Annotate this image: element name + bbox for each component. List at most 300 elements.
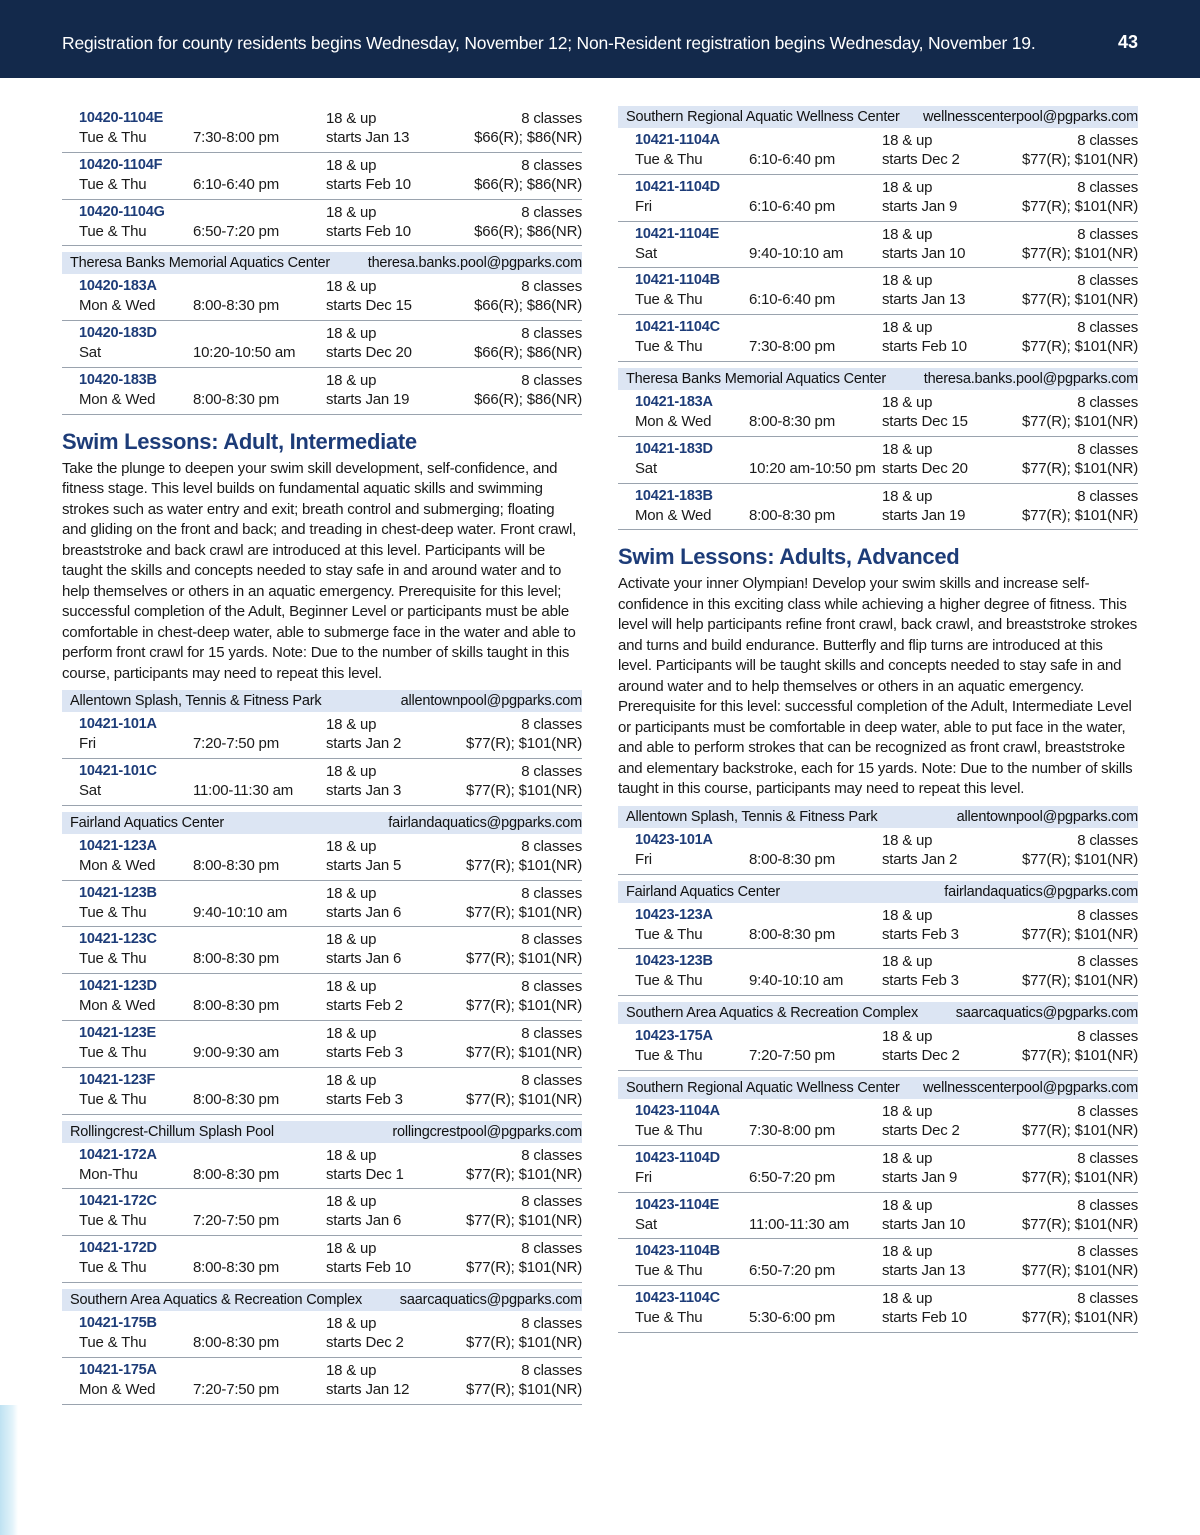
class-fee: $77(R); $101(NR) (1021, 925, 1138, 943)
class-start: starts Dec 1 (326, 1165, 404, 1183)
class-time: 9:00-9:30 am (193, 1044, 279, 1062)
class-days: Mon & Wed (635, 506, 712, 524)
class-count: 8 classes (1077, 487, 1138, 505)
class-age: 18 & up (882, 831, 933, 849)
table-row (618, 828, 1138, 875)
registration-notice: Registration for county residents begins Wednesday, November 12; Non-Resident registration begins Wednesday, November 19. (62, 33, 1036, 53)
class-code: 10423-1104A (635, 1103, 720, 1120)
class-count: 8 classes (521, 716, 582, 734)
class-table (618, 828, 1138, 875)
class-start: starts Jan 19 (882, 506, 966, 524)
class-age: 18 & up (882, 440, 933, 458)
class-start: starts Dec 2 (326, 1334, 404, 1352)
class-time: 7:30-8:00 pm (749, 1122, 835, 1140)
class-age: 18 & up (326, 1240, 377, 1258)
class-time: 8:00-8:30 pm (193, 997, 279, 1015)
table-row (618, 1193, 1138, 1240)
location-name: Theresa Banks Memorial Aquatics Center (626, 370, 886, 387)
class-start: starts Dec 20 (882, 459, 968, 477)
class-count: 8 classes (521, 1193, 582, 1211)
class-table (62, 1311, 582, 1405)
class-count: 8 classes (1077, 1243, 1138, 1261)
class-code: 10423-1104E (635, 1196, 720, 1213)
class-days: Tue & Thu (635, 925, 703, 943)
class-age: 18 & up (326, 1315, 377, 1333)
class-start: starts Jan 12 (326, 1380, 410, 1398)
class-table (618, 1024, 1138, 1071)
class-days: Mon & Wed (79, 390, 156, 408)
class-count: 8 classes (1077, 1028, 1138, 1046)
class-count: 8 classes (1077, 831, 1138, 849)
class-code: 10421-183D (635, 440, 713, 457)
class-days: Tue & Thu (635, 1047, 703, 1065)
class-start: starts Jan 6 (326, 1212, 402, 1230)
class-time: 6:50-7:20 pm (193, 222, 279, 240)
class-days: Mon & Wed (79, 856, 156, 874)
location-email[interactable]: rollingcrestpool@pgparks.com (392, 1123, 582, 1140)
table-row (62, 927, 582, 974)
class-fee: $77(R); $101(NR) (465, 997, 582, 1015)
class-start: starts Jan 3 (326, 782, 402, 800)
class-time: 8:00-8:30 pm (193, 1090, 279, 1108)
table-row (62, 321, 582, 368)
class-count: 8 classes (1077, 440, 1138, 458)
class-start: starts Jan 6 (326, 950, 402, 968)
class-age: 18 & up (326, 325, 377, 343)
class-fee: $77(R); $101(NR) (1021, 1215, 1138, 1233)
class-days: Sat (635, 459, 657, 477)
section-title: Swim Lessons: Adults, Advanced (618, 544, 960, 570)
class-code: 10421-101A (79, 716, 157, 733)
class-time: 7:20-7:50 pm (193, 1380, 279, 1398)
class-start: starts Jan 2 (326, 735, 402, 753)
class-fee: $77(R); $101(NR) (465, 1044, 582, 1062)
class-time: 7:20-7:50 pm (193, 1212, 279, 1230)
section-description: Activate your inner Olympian! Develop your swim skills and increase self-confidence in this exciting class while achieving a higher degree of fitness. This level will help participants refine front crawl, back crawl, and breaststroke strokes and turns and build endurance. Butterfly and flip turns are introduced at this level. Participants will be taught skills and concepts needed to stay safe in and around water and to help themselves or others in an aquatic emergency. Prerequisite for this level: successful completion of the Adult, Intermediate Level or participants must be comfortable in deep water, able to put face in the water, and able to perform strokes that can be recognized as front crawl, breaststroke and elementary backstroke, each for 15 yards. Note: Due to the number of skills taught in this course, participants may need to repeat this level. (618, 575, 1138, 798)
class-age: 18 & up (326, 1361, 377, 1379)
class-days: Fri (635, 197, 652, 215)
location-email[interactable]: theresa.banks.pool@pgparks.com (923, 370, 1138, 387)
left-column (62, 106, 582, 1405)
table-row (618, 1286, 1138, 1333)
class-age: 18 & up (882, 319, 933, 337)
location-header (62, 252, 582, 274)
class-start: starts Feb 2 (326, 997, 403, 1015)
class-count: 8 classes (1077, 1149, 1138, 1167)
class-count: 8 classes (1077, 1103, 1138, 1121)
class-fee: $77(R); $101(NR) (1021, 1122, 1138, 1140)
class-days: Tue & Thu (635, 291, 703, 309)
class-start: starts Jan 19 (326, 390, 410, 408)
class-table (618, 903, 1138, 997)
location-header (62, 690, 582, 712)
class-fee: $77(R); $101(NR) (1021, 1309, 1138, 1327)
class-time: 7:20-7:50 pm (193, 735, 279, 753)
class-fee: $66(R); $86(NR) (474, 390, 582, 408)
table-row (618, 175, 1138, 222)
location-header (62, 1121, 582, 1143)
class-start: starts Jan 5 (326, 856, 402, 874)
location-name: Southern Regional Aquatic Wellness Center (626, 1080, 900, 1097)
class-fee: $77(R); $101(NR) (465, 1259, 582, 1277)
page-header (0, 0, 1200, 78)
location-email[interactable]: fairlandaquatics@pgparks.com (944, 883, 1138, 900)
class-fee: $66(R); $86(NR) (474, 129, 582, 146)
class-code: 10423-1104C (635, 1290, 720, 1307)
class-time: 8:00-8:30 pm (749, 850, 835, 868)
class-age: 18 & up (882, 1103, 933, 1121)
class-fee: $77(R); $101(NR) (465, 1090, 582, 1108)
class-time: 6:10-6:40 pm (749, 151, 835, 168)
table-row (62, 1311, 582, 1358)
table-row (618, 128, 1138, 175)
class-fee: $77(R); $101(NR) (1021, 151, 1138, 168)
class-age: 18 & up (882, 272, 933, 290)
class-days: Tue & Thu (79, 1044, 147, 1062)
class-code: 10423-1104D (635, 1149, 720, 1166)
class-days: Mon & Wed (79, 997, 156, 1015)
table-row (62, 759, 582, 806)
class-fee: $77(R); $101(NR) (1021, 850, 1138, 868)
class-age: 18 & up (882, 1290, 933, 1308)
class-age: 18 & up (326, 1193, 377, 1211)
class-count: 8 classes (1077, 225, 1138, 243)
class-days: Fri (79, 735, 96, 753)
class-start: starts Feb 10 (326, 175, 411, 193)
class-code: 10421-123B (79, 884, 157, 901)
class-fee: $77(R); $101(NR) (1021, 972, 1138, 990)
class-days: Tue & Thu (79, 1212, 147, 1230)
class-fee: $77(R); $101(NR) (1021, 338, 1138, 356)
class-start: starts Dec 2 (882, 1122, 960, 1140)
class-fee: $77(R); $101(NR) (465, 1212, 582, 1230)
class-code: 10420-183A (79, 278, 157, 295)
class-start: starts Dec 15 (882, 412, 968, 430)
class-days: Fri (635, 1168, 652, 1186)
class-count: 8 classes (1077, 132, 1138, 149)
class-days: Sat (79, 782, 101, 800)
class-fee: $77(R); $101(NR) (465, 782, 582, 800)
location-email[interactable]: allentownpool@pgparks.com (400, 693, 582, 710)
class-age: 18 & up (882, 487, 933, 505)
location-header (618, 881, 1138, 903)
class-days: Sat (635, 244, 657, 262)
class-time: 6:10-6:40 pm (749, 197, 835, 215)
class-days: Tue & Thu (635, 972, 703, 990)
location-email[interactable]: theresa.banks.pool@pgparks.com (367, 255, 582, 272)
section-title: Swim Lessons: Adult, Intermediate (62, 428, 417, 454)
table-row (618, 949, 1138, 996)
class-age: 18 & up (326, 156, 377, 174)
class-fee: $77(R); $101(NR) (465, 950, 582, 968)
class-time: 8:00-8:30 pm (193, 1334, 279, 1352)
class-days: Tue & Thu (635, 1262, 703, 1280)
class-fee: $77(R); $101(NR) (1021, 459, 1138, 477)
class-count: 8 classes (521, 371, 582, 389)
class-count: 8 classes (1077, 906, 1138, 924)
class-count: 8 classes (521, 884, 582, 902)
location-email[interactable]: saarcaquatics@pgparks.com (955, 1005, 1138, 1022)
table-row (62, 1143, 582, 1190)
class-fee: $77(R); $101(NR) (465, 1334, 582, 1352)
class-code: 10421-172C (79, 1193, 157, 1210)
table-row (62, 1358, 582, 1405)
class-fee: $77(R); $101(NR) (1021, 1047, 1138, 1065)
class-count: 8 classes (521, 978, 582, 996)
location-email[interactable]: fairlandaquatics@pgparks.com (388, 814, 582, 831)
class-code: 10421-1104B (635, 272, 720, 289)
water-splash-decoration (0, 1405, 18, 1535)
class-time: 8:00-8:30 pm (749, 925, 835, 943)
class-start: starts Feb 10 (326, 222, 411, 240)
class-count: 8 classes (521, 1071, 582, 1089)
class-fee: $77(R); $101(NR) (1021, 506, 1138, 524)
class-count: 8 classes (1077, 178, 1138, 196)
class-count: 8 classes (521, 1315, 582, 1333)
class-code: 10420-1104F (79, 156, 163, 173)
class-time: 7:20-7:50 pm (749, 1047, 835, 1065)
class-age: 18 & up (326, 931, 377, 949)
class-start: starts Feb 10 (882, 1309, 967, 1327)
class-time: 5:30-6:00 pm (749, 1309, 835, 1327)
class-time: 8:00-8:30 pm (193, 297, 279, 315)
class-start: starts Jan 9 (882, 1168, 958, 1186)
class-count: 8 classes (521, 1025, 582, 1043)
class-code: 10420-183B (79, 371, 157, 388)
class-start: starts Feb 3 (326, 1044, 403, 1062)
class-days: Sat (79, 344, 101, 362)
class-fee: $77(R); $101(NR) (465, 856, 582, 874)
class-fee: $66(R); $86(NR) (474, 344, 582, 362)
class-code: 10421-175B (79, 1315, 157, 1332)
location-header (618, 1077, 1138, 1099)
class-count: 8 classes (521, 325, 582, 343)
table-row (62, 974, 582, 1021)
class-table (62, 834, 582, 1115)
location-email[interactable]: wellnesscenterpool@pgparks.com (922, 109, 1138, 125)
class-code: 10421-1104D (635, 178, 720, 195)
class-code: 10421-123C (79, 931, 157, 948)
class-count: 8 classes (521, 931, 582, 949)
class-fee: $77(R); $101(NR) (465, 903, 582, 921)
location-name: Theresa Banks Memorial Aquatics Center (70, 255, 330, 272)
class-code: 10420-1104G (79, 203, 165, 220)
class-start: starts Feb 10 (882, 338, 967, 356)
location-name: Southern Regional Aquatic Wellness Center (626, 109, 900, 125)
class-fee: $77(R); $101(NR) (1021, 244, 1138, 262)
class-code: 10421-183A (635, 393, 713, 410)
class-time: 6:50-7:20 pm (749, 1168, 835, 1186)
class-code: 10421-172A (79, 1146, 157, 1163)
class-age: 18 & up (326, 978, 377, 996)
class-fee: $77(R); $101(NR) (1021, 197, 1138, 215)
table-row (62, 1189, 582, 1236)
page-number: 43 (1117, 32, 1138, 52)
class-count: 8 classes (521, 1240, 582, 1258)
class-age: 18 & up (882, 953, 933, 971)
class-start: starts Jan 13 (882, 291, 966, 309)
class-days: Mon & Wed (635, 412, 712, 430)
location-header (618, 106, 1138, 128)
class-age: 18 & up (326, 763, 377, 781)
class-time: 8:00-8:30 pm (193, 1259, 279, 1277)
class-time: 10:20-10:50 am (193, 344, 296, 362)
table-row (618, 1099, 1138, 1146)
class-days: Fri (635, 850, 652, 868)
class-age: 18 & up (326, 278, 377, 296)
class-fee: $66(R); $86(NR) (474, 222, 582, 240)
class-time: 8:00-8:30 pm (749, 412, 835, 430)
class-time: 6:10-6:40 pm (749, 291, 835, 309)
class-fee: $66(R); $86(NR) (474, 175, 582, 193)
location-name: Southern Area Aquatics & Recreation Complex (626, 1005, 919, 1022)
table-row (618, 222, 1138, 269)
class-days: Tue & Thu (79, 950, 147, 968)
location-header (618, 1002, 1138, 1024)
class-code: 10421-172D (79, 1240, 157, 1257)
table-row (618, 1024, 1138, 1071)
class-time: 8:00-8:30 pm (193, 390, 279, 408)
right-column (618, 106, 1138, 1333)
class-code: 10421-123D (79, 978, 157, 995)
class-age: 18 & up (326, 1025, 377, 1043)
class-days: Tue & Thu (79, 903, 147, 921)
class-table (62, 274, 582, 414)
class-start: starts Dec 20 (326, 344, 412, 362)
class-time: 9:40-10:10 am (193, 903, 288, 921)
class-code: 10423-1104B (635, 1243, 720, 1260)
table-row (62, 274, 582, 321)
class-age: 18 & up (326, 110, 377, 127)
table-row (62, 200, 582, 247)
class-code: 10423-175A (635, 1028, 713, 1045)
class-start: starts Dec 2 (882, 151, 960, 168)
class-start: starts Feb 3 (882, 925, 959, 943)
class-days: Mon & Wed (79, 297, 156, 315)
class-days: Tue & Thu (79, 1259, 147, 1277)
class-fee: $77(R); $101(NR) (465, 1380, 582, 1398)
class-count: 8 classes (521, 763, 582, 781)
class-age: 18 & up (882, 906, 933, 924)
class-count: 8 classes (521, 110, 582, 127)
section-description: Take the plunge to deepen your swim skill development, self-confidence, and fitness stage. This level builds on fundamental aquatic skills and swimming strokes such as water entry and exit; breath control and submerging; floating and gliding on the front and back; and treading in chest-deep water. Front crawl, breaststroke and back crawl are introduced at this level. Participants will be taught the skills and concepts needed to stay safe in and around water and to help themselves or others in an aquatic emergency. Prerequisite for this level; successful completion of the Adult, Beginner Level or participants must be able comfortable in chest-deep water, able to submerge face in the water and able to perform front crawl for 15 yards. Note: Due to the number of skills taught in this course, participants may need to repeat this level. (62, 459, 577, 682)
class-count: 8 classes (1077, 272, 1138, 290)
class-count: 8 classes (521, 278, 582, 296)
class-code: 10423-123B (635, 953, 713, 970)
class-fee: $77(R); $101(NR) (465, 735, 582, 753)
class-table (62, 712, 582, 806)
table-row (618, 390, 1138, 437)
class-code: 10421-183B (635, 487, 713, 504)
class-start: starts Jan 13 (326, 129, 410, 146)
table-row (62, 153, 582, 200)
class-age: 18 & up (882, 1028, 933, 1046)
class-age: 18 & up (882, 1149, 933, 1167)
table-row (62, 1236, 582, 1283)
class-days: Sat (635, 1215, 657, 1233)
class-fee: $77(R); $101(NR) (465, 1165, 582, 1183)
table-row (618, 903, 1138, 950)
location-name: Rollingcrest-Chillum Splash Pool (70, 1123, 274, 1140)
class-count: 8 classes (1077, 1196, 1138, 1214)
class-time: 6:10-6:40 pm (193, 175, 279, 193)
class-count: 8 classes (1077, 319, 1138, 337)
class-time: 8:00-8:30 pm (193, 1165, 279, 1183)
class-days: Mon & Wed (79, 1380, 156, 1398)
class-age: 18 & up (882, 393, 933, 411)
class-count: 8 classes (521, 1146, 582, 1164)
class-code: 10420-183D (79, 325, 157, 342)
class-table (62, 1143, 582, 1283)
class-days: Tue & Thu (79, 1090, 147, 1108)
table-row (618, 1239, 1138, 1286)
location-header (618, 368, 1138, 390)
table-row (62, 1021, 582, 1068)
class-time: 8:00-8:30 pm (749, 506, 835, 524)
class-start: starts Jan 10 (882, 1215, 966, 1233)
class-time: 8:00-8:30 pm (193, 856, 279, 874)
class-age: 18 & up (326, 203, 377, 221)
location-email[interactable]: wellnesscenterpool@pgparks.com (922, 1080, 1138, 1097)
class-days: Tue & Thu (79, 129, 147, 146)
class-table (618, 390, 1138, 530)
class-age: 18 & up (882, 132, 933, 149)
location-email[interactable]: saarcaquatics@pgparks.com (399, 1292, 582, 1309)
class-count: 8 classes (1077, 953, 1138, 971)
class-age: 18 & up (326, 837, 377, 855)
class-code: 10421-123A (79, 837, 157, 854)
class-time: 11:00-11:30 am (193, 782, 294, 800)
location-email[interactable]: allentownpool@pgparks.com (956, 808, 1138, 825)
class-fee: $66(R); $86(NR) (474, 297, 582, 315)
class-age: 18 & up (882, 1196, 933, 1214)
class-start: starts Jan 6 (326, 903, 402, 921)
class-start: starts Dec 2 (882, 1047, 960, 1065)
class-time: 9:40-10:10 am (749, 972, 844, 990)
class-time: 10:20 am-10:50 pm (749, 459, 876, 477)
class-start: starts Jan 2 (882, 850, 958, 868)
class-fee: $77(R); $101(NR) (1021, 412, 1138, 430)
class-count: 8 classes (1077, 393, 1138, 411)
class-code: 10421-175A (79, 1361, 157, 1378)
class-days: Tue & Thu (79, 222, 147, 240)
table-row (618, 315, 1138, 362)
location-name: Allentown Splash, Tennis & Fitness Park (626, 808, 878, 825)
class-time: 7:30-8:00 pm (193, 129, 279, 146)
location-name: Allentown Splash, Tennis & Fitness Park (70, 693, 322, 710)
class-age: 18 & up (882, 1243, 933, 1261)
table-row (62, 881, 582, 928)
class-days: Tue & Thu (79, 175, 147, 193)
class-code: 10421-123E (79, 1025, 157, 1042)
class-age: 18 & up (326, 716, 377, 734)
class-code: 10421-123F (79, 1071, 156, 1088)
class-code: 10423-123A (635, 906, 713, 923)
class-time: 6:50-7:20 pm (749, 1262, 835, 1280)
table-row (618, 268, 1138, 315)
class-fee: $77(R); $101(NR) (1021, 1262, 1138, 1280)
class-fee: $77(R); $101(NR) (1021, 291, 1138, 309)
class-code: 10421-1104C (635, 319, 720, 336)
class-count: 8 classes (521, 156, 582, 174)
class-days: Tue & Thu (635, 338, 703, 356)
location-header (618, 806, 1138, 828)
class-time: 7:30-8:00 pm (749, 338, 835, 356)
table-row (62, 834, 582, 881)
class-days: Tue & Thu (635, 151, 703, 168)
class-days: Tue & Thu (635, 1122, 703, 1140)
class-count: 8 classes (521, 837, 582, 855)
